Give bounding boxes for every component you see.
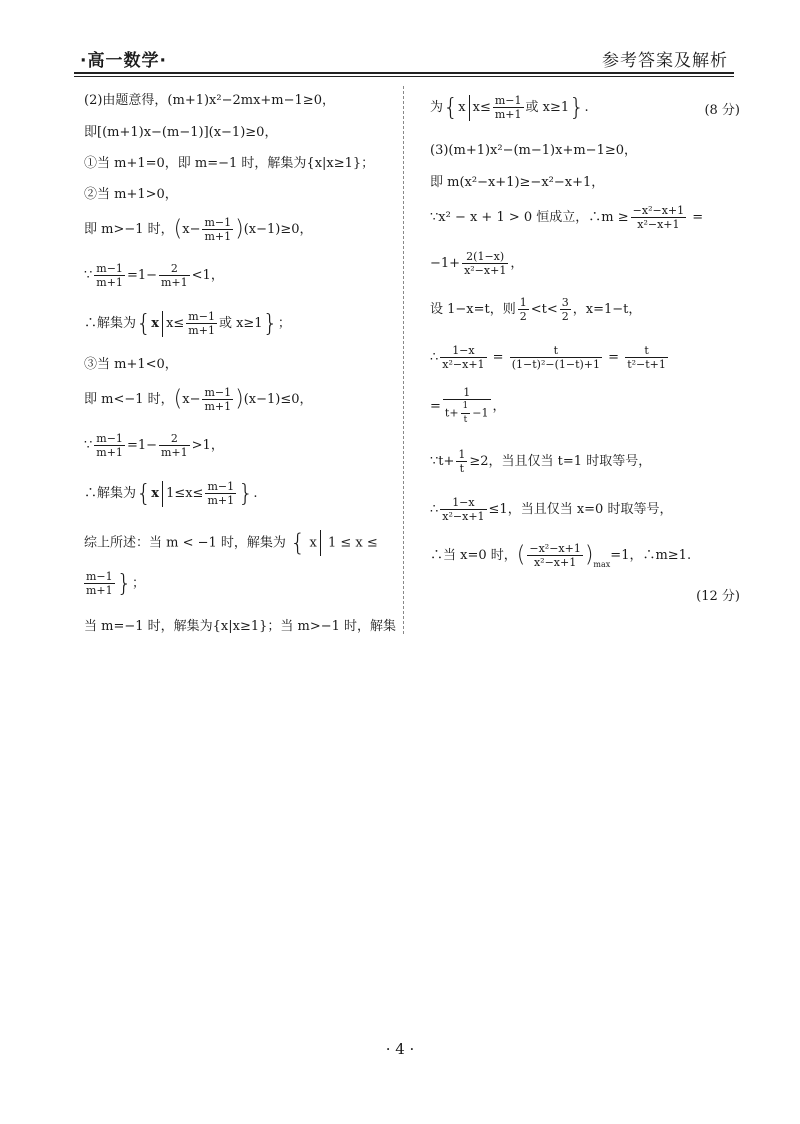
text: = [692, 210, 704, 225]
text: = [430, 399, 441, 414]
text: =1，∴m≥1. [610, 548, 692, 563]
numerator: m−1 [96, 432, 123, 445]
fraction [202, 216, 233, 243]
fraction [440, 344, 486, 371]
fraction [510, 344, 602, 371]
solution-line [430, 94, 589, 121]
text: . [253, 486, 258, 501]
page-number: · 4 · [385, 1040, 415, 1058]
solution-line [84, 570, 145, 597]
denominator: t [459, 462, 465, 475]
numerator: m−1 [494, 94, 522, 107]
numerator: 1 [461, 400, 471, 414]
denominator: m+1 [161, 446, 188, 459]
brace: } [116, 569, 132, 598]
text: >1， [191, 438, 224, 453]
denominator: m+1 [204, 230, 232, 243]
denominator: m+1 [188, 324, 215, 337]
fraction [527, 542, 582, 569]
text: 1≤x≤ [166, 486, 204, 501]
text: 或 x≥1 [525, 100, 570, 115]
text: 或 x≥1 [218, 316, 263, 331]
text: 即 m<−1 时， [84, 392, 174, 407]
text: x≤ [166, 316, 185, 331]
paren: ) [584, 542, 594, 568]
text: 即 m>−1 时， [84, 222, 174, 237]
text: ∵ [84, 438, 93, 453]
numerator: m−1 [86, 570, 113, 583]
solution-line [84, 386, 313, 413]
numerator: m−1 [96, 262, 123, 275]
brace: { [136, 479, 152, 508]
text: ∴解集为 [84, 486, 137, 501]
text: =1− [126, 438, 157, 453]
header-subject: ·高一数学· [80, 51, 167, 71]
denominator: x²−x+1 [533, 556, 577, 569]
text: ， [510, 256, 524, 271]
text: x≤ [472, 100, 491, 115]
fraction [443, 386, 491, 427]
solution-line: (3)(m+1)x²−(m−1)x+m−1≥0， [430, 143, 637, 158]
paren: ) [235, 216, 244, 242]
numerator: 2 [159, 432, 190, 446]
solution-line: (2)由题意得，(m+1)x²−2mx+m−1≥0， [84, 93, 335, 108]
fraction [159, 262, 190, 289]
numerator: t [510, 344, 602, 358]
brace: { [136, 309, 152, 338]
numerator: 1 [443, 386, 491, 400]
solution-line: 即 m(x²−x+1)≥−x²−x+1， [430, 175, 605, 190]
fraction [159, 432, 190, 459]
set-bar [162, 481, 163, 507]
solution-line [84, 216, 313, 243]
fraction [461, 400, 471, 427]
text: ≤1，当且仅当 x=0 时取等号， [488, 502, 673, 517]
fraction [560, 296, 571, 323]
score-label: (12 分) [696, 589, 740, 604]
numerator: m−1 [204, 216, 232, 229]
denominator: m+1 [204, 400, 232, 413]
numerator: 2 [159, 262, 190, 276]
solution-line: ②当 m+1>0， [84, 187, 178, 202]
set-bar [469, 95, 470, 121]
text: ≥2，当且仅当 t=1 时取等号， [469, 454, 652, 469]
text: ∴ [430, 350, 439, 365]
denominator: m+1 [86, 584, 113, 597]
text: x− [182, 392, 201, 407]
solution-line [84, 310, 291, 337]
paren: ( [173, 216, 183, 242]
subscript: max [593, 560, 611, 569]
header-rule [74, 72, 734, 74]
solution-line [430, 386, 506, 427]
numerator: 1−x [440, 344, 486, 358]
denominator: x²−x+1 [464, 264, 507, 277]
text: ； [277, 316, 291, 331]
numerator: 1−x [440, 496, 486, 510]
denominator: x²−x+1 [442, 358, 485, 371]
denominator: t²−t+1 [627, 358, 666, 371]
text: t+ [444, 406, 459, 420]
set-bar [162, 311, 163, 337]
set-variable: x [458, 100, 466, 115]
solution-line: 即[(m+1)x−(m−1)](x−1)≥0， [84, 125, 278, 140]
solution-line [430, 204, 703, 231]
solution-line [430, 250, 523, 277]
text: 综上所述：当 m < −1 时，解集为 [84, 535, 286, 551]
column-divider [403, 86, 404, 634]
solution-line [430, 448, 651, 475]
fraction [440, 496, 486, 523]
brace: } [569, 93, 585, 122]
text: ； [131, 576, 145, 591]
denominator: t [463, 415, 468, 425]
denominator: x²−x+1 [442, 510, 485, 523]
denominator: m+1 [207, 494, 235, 507]
solution-line: ③当 m+1<0， [84, 357, 178, 372]
denominator: m+1 [494, 108, 522, 121]
denominator: 2 [519, 310, 527, 323]
text: −1+ [430, 256, 461, 271]
text: = [608, 350, 620, 365]
denominator: m+1 [96, 276, 123, 289]
brace: } [262, 309, 278, 338]
text: =1− [126, 268, 157, 283]
text: 1 ≤ x ≤ [327, 535, 378, 551]
solution-line [84, 480, 258, 507]
fraction [186, 310, 217, 337]
text: (x−1)≤0， [243, 392, 313, 407]
set-variable: x [151, 316, 160, 331]
brace: { [443, 93, 459, 122]
numerator: −x²−x+1 [632, 204, 685, 217]
fraction [94, 432, 125, 459]
fraction [84, 570, 115, 597]
denominator: (1−t)²−(1−t)+1 [511, 358, 600, 371]
numerator: m−1 [188, 310, 215, 323]
text: . [584, 100, 589, 115]
fraction [462, 250, 508, 277]
fraction [493, 94, 524, 121]
text: <t< [530, 302, 558, 317]
set-variable: x [151, 486, 160, 501]
denominator: 2 [561, 310, 569, 323]
fraction [456, 448, 467, 475]
text: −1 [472, 406, 489, 420]
text: ∴解集为 [84, 316, 137, 331]
solution-line [430, 542, 691, 569]
denominator: x²−x+1 [637, 218, 680, 231]
solution-line [84, 432, 224, 459]
fraction [202, 386, 233, 413]
text: 设 1−x=t，则 [430, 302, 516, 317]
text: ∵ [84, 268, 93, 283]
header-rule-thin [74, 76, 734, 77]
solution-line [430, 344, 670, 371]
solution-line [84, 262, 224, 289]
numerator: 2(1−x) [462, 250, 508, 264]
fraction [518, 296, 529, 323]
fraction [94, 262, 125, 289]
paren: ( [173, 386, 183, 412]
fraction [625, 344, 668, 371]
numerator: −x²−x+1 [529, 542, 581, 555]
brace: } [238, 479, 254, 508]
text: ，x=1−t， [572, 302, 642, 317]
numerator: 1 [458, 448, 466, 461]
denominator: m+1 [96, 446, 123, 459]
solution-line [430, 496, 672, 523]
numerator: m−1 [204, 386, 232, 399]
header-section-title: 参考答案及解析 [602, 51, 728, 71]
text: ∴ [430, 502, 439, 517]
numerator: t [625, 344, 668, 358]
numerator: 1 [519, 296, 527, 309]
fraction [205, 480, 236, 507]
brace: { [290, 529, 306, 557]
solution-line: 当 m=−1 时，解集为{x|x≥1}；当 m>−1 时，解集 [84, 619, 397, 634]
solution-line [84, 530, 378, 556]
numerator: m−1 [207, 480, 235, 493]
solution-line: ①当 m+1=0，即 m=−1 时，解集为{x|x≥1}； [84, 156, 375, 171]
paren: ) [235, 386, 244, 412]
denominator [443, 400, 491, 427]
text: x− [182, 222, 201, 237]
text: ， [492, 399, 506, 414]
text: ∵x² − x + 1 > 0 恒成立，∴m ≥ [430, 210, 629, 225]
text: = [492, 350, 504, 365]
text: 为 [430, 100, 444, 115]
text: <1， [191, 268, 224, 283]
solution-line [430, 296, 641, 323]
numerator: 3 [561, 296, 569, 309]
text: ∴当 x=0 时， [430, 548, 517, 563]
text: ∵t+ [430, 454, 455, 469]
denominator: m+1 [161, 276, 188, 289]
fraction [631, 204, 686, 231]
score-label: (8 分) [704, 103, 740, 118]
text: (x−1)≥0， [243, 222, 313, 237]
set-variable: x [309, 535, 317, 551]
paren: ( [516, 542, 526, 568]
set-bar [320, 530, 321, 556]
